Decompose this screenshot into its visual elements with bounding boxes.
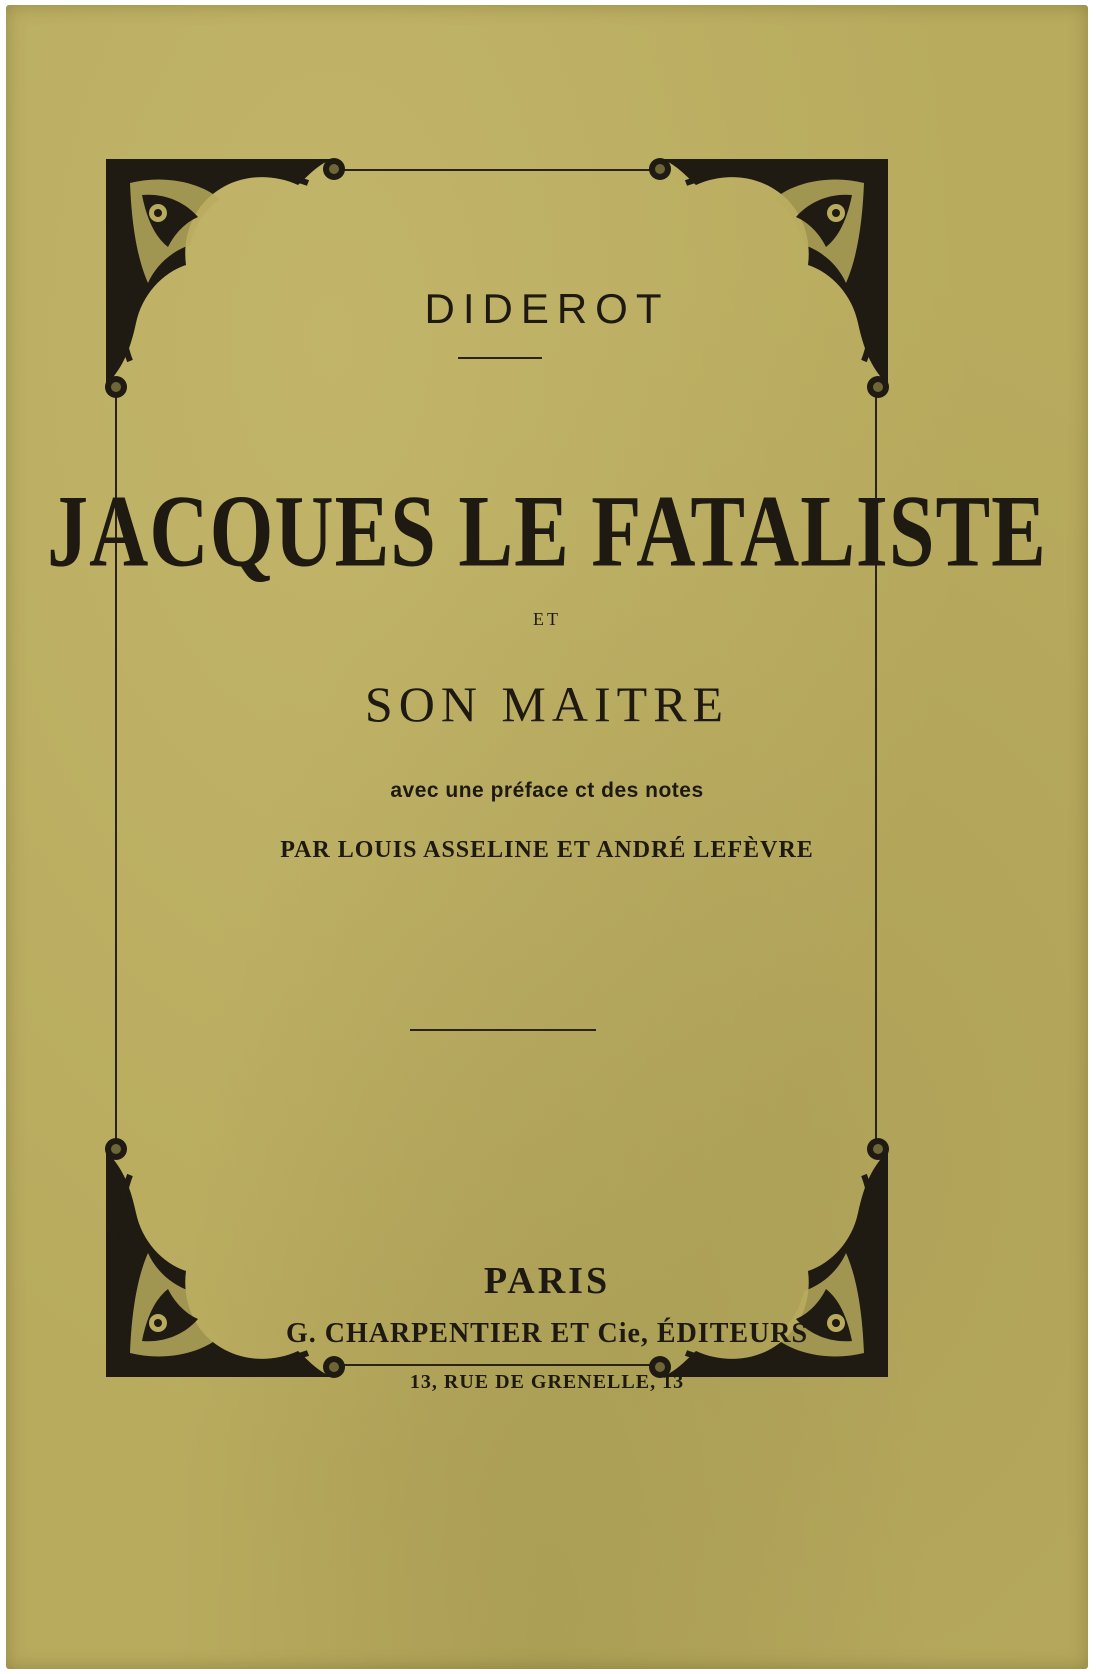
divider-rule bbox=[410, 1029, 596, 1031]
publisher-address: 13, RUE DE GRENELLE, 13 bbox=[409, 1371, 685, 1393]
preface-line: avec une préface ct des notes bbox=[390, 779, 704, 802]
title-conjunction: ET bbox=[533, 609, 561, 629]
editors-line: PAR LOUIS ASSELINE ET ANDRÉ LEFÈVRE bbox=[280, 837, 814, 863]
publisher-line: G. CHARPENTIER ET Cie, ÉDITEURS bbox=[285, 1318, 809, 1349]
ornamental-corner-icon bbox=[649, 158, 889, 398]
ornamental-corner-icon bbox=[105, 158, 345, 398]
book-cover bbox=[6, 5, 1088, 1669]
book-subtitle: SON MAITRE bbox=[364, 676, 730, 732]
book-title: JACQUES LE FATALISTE bbox=[47, 474, 1047, 588]
publication-city: PARIS bbox=[483, 1260, 611, 1302]
divider-rule bbox=[458, 357, 542, 359]
author-name: DIDEROT bbox=[424, 285, 670, 332]
